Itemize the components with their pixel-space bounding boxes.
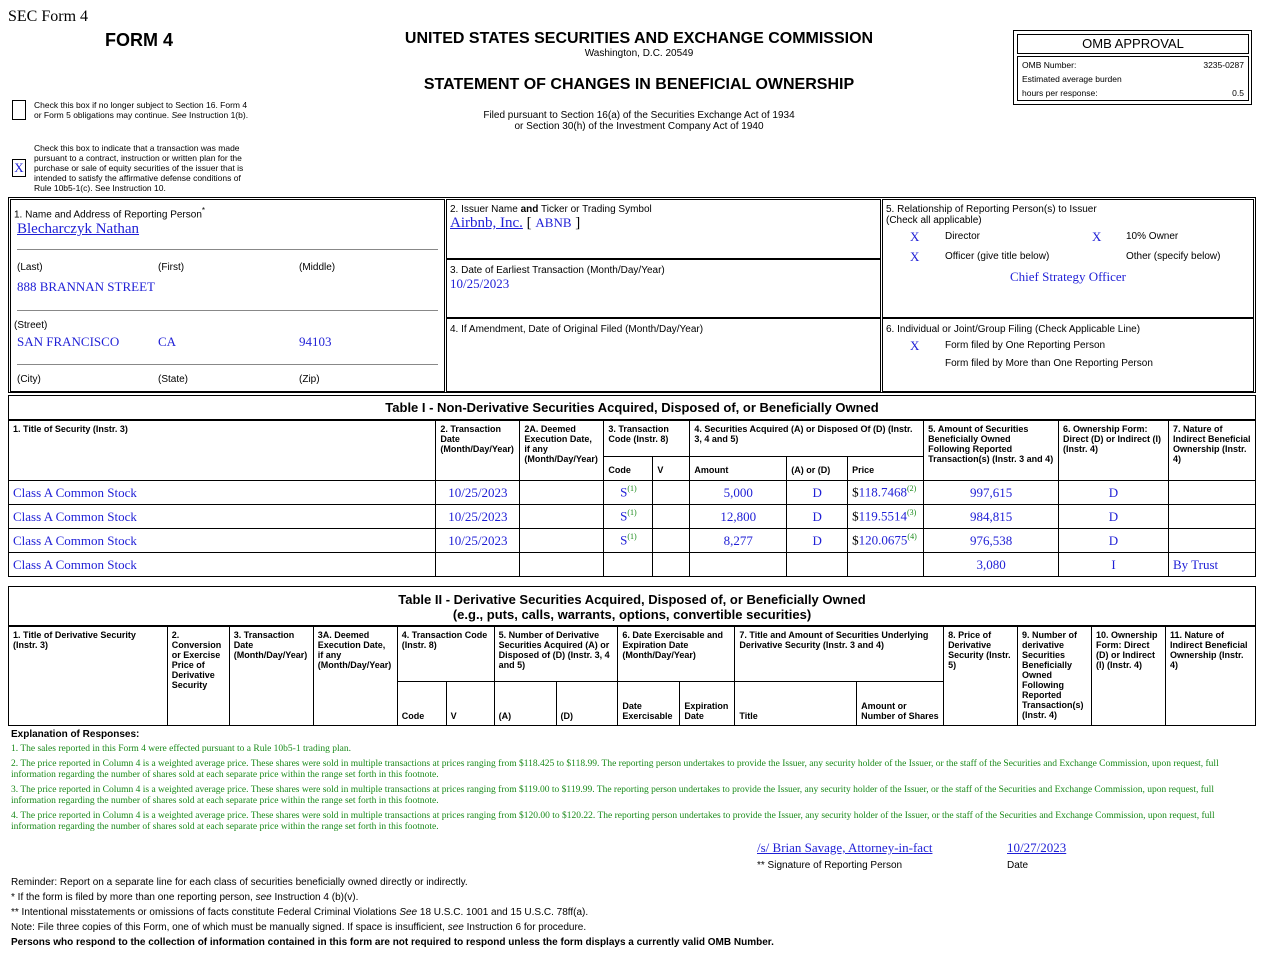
multiple-persons-label: Form filed by More than One Reporting Person xyxy=(945,358,1153,369)
footnote-ref[interactable]: (1) xyxy=(627,532,637,542)
omb-details xyxy=(1017,56,1249,101)
acquired-disposed: D xyxy=(787,529,848,553)
omb-hours-label: hours per response: xyxy=(1022,88,1098,98)
issuer-name-link[interactable]: Airbnb, Inc. xyxy=(450,215,523,231)
table-row xyxy=(9,505,1256,529)
footnote-ref[interactable]: (4) xyxy=(907,532,917,542)
explanation-label: Explanation of Responses: xyxy=(11,729,140,740)
t2-header-code: 4. Transaction Code (Instr. 8) xyxy=(397,627,494,682)
ownership-nature: By Trust xyxy=(1168,553,1255,577)
t2-subheader-title: Title xyxy=(735,682,857,726)
t2-subheader-v: V xyxy=(446,682,494,726)
table1 xyxy=(8,420,1256,577)
street-value: 888 BRANNAN STREET xyxy=(17,279,155,294)
transaction-date-value: 10/25/2023 xyxy=(450,276,510,291)
transaction-date xyxy=(436,553,520,577)
t1-subheader-price: Price xyxy=(848,457,924,481)
agency-location: Washington, D.C. 20549 xyxy=(584,48,694,59)
signature-name: /s/ Brian Savage, Attorney-in-fact xyxy=(757,840,933,855)
t1-header-owned: 5. Amount of Securities Beneficially Owned Following Reported Transaction(s) (Instr. 3 and 4) xyxy=(924,421,1059,481)
t1-subheader-amount: Amount xyxy=(690,457,787,481)
ten-percent-owner-mark[interactable]: X xyxy=(1092,229,1102,244)
ownership-form: I xyxy=(1059,553,1169,577)
signature-date: 10/27/2023 xyxy=(1007,840,1067,855)
owned-following: 984,815 xyxy=(924,505,1059,529)
zip-value: 94103 xyxy=(299,334,332,349)
ownership-form: D xyxy=(1059,505,1169,529)
ownership-nature xyxy=(1168,505,1255,529)
t2-header-number: 5. Number of Derivative Securities Acquired (A) or Disposed of (D) (Instr. 3, 4 and 5) xyxy=(494,627,618,682)
security-title: Class A Common Stock xyxy=(9,505,436,529)
t2-header-exercisable: 6. Date Exercisable and Expiration Date (Month/Day/Year) xyxy=(618,627,735,682)
omb-number-label: OMB Number: xyxy=(1022,60,1077,70)
t1-header-form: 6. Ownership Form: Direct (D) or Indirect (I) (Instr. 4) xyxy=(1059,421,1169,481)
one-person-mark[interactable]: X xyxy=(910,338,920,353)
divider xyxy=(17,310,438,311)
transaction-date-box xyxy=(446,259,881,318)
t1-header-acquired: 4. Securities Acquired (A) or Disposed Of (D) (Instr. 3, 4 and 5) xyxy=(690,421,924,457)
officer-mark[interactable]: X xyxy=(910,249,920,264)
table-row xyxy=(9,529,1256,553)
t2-header-underlying: 7. Title and Amount of Securities Underlying Derivative Security (Instr. 3 and 4) xyxy=(735,627,944,682)
amount xyxy=(690,553,787,577)
deemed-date xyxy=(520,505,604,529)
signature-date-label: Date xyxy=(1007,860,1029,871)
table2 xyxy=(8,626,1256,726)
form-name: FORM 4 xyxy=(105,30,174,50)
explanation-section xyxy=(11,729,1251,833)
footer-reminder: Reminder: Report on a separate line for each class of securities beneficially owned directly or indirectly. xyxy=(11,877,468,888)
reporting-person-box xyxy=(10,199,445,392)
footer-omb-notice: Persons who respond to the collection of information contained in this form are not required to respond unless the form displays a currently valid OMB Number. xyxy=(11,937,774,948)
owned-following: 3,080 xyxy=(924,553,1059,577)
table2-title: Table II - Derivative Securities Acquired, Disposed of, or Beneficially Owned (e.g., puts, calls, warrants, options, convertible securities) xyxy=(8,586,1256,626)
reporting-person-label: 1. Name and Address of Reporting Person* xyxy=(14,206,206,221)
amount: 5,000 xyxy=(690,481,787,505)
middle-label: (Middle) xyxy=(299,262,336,273)
acquired-disposed xyxy=(787,553,848,577)
ownership-form: D xyxy=(1059,481,1169,505)
amount: 8,277 xyxy=(690,529,787,553)
amendment-label: 4. If Amendment, Date of Original Filed (Month/Day/Year) xyxy=(450,324,704,335)
footnote-1: 1. The sales reported in this Form 4 were effected pursuant to a Rule 10b5-1 trading plan. xyxy=(11,744,351,754)
omb-approval-box xyxy=(1013,30,1252,105)
signature-label: ** Signature of Reporting Person xyxy=(757,860,903,871)
issuer-value: Airbnb, Inc. [ ABNB ] xyxy=(450,215,581,231)
t2-subheader-date-exercisable: Date Exercisable xyxy=(618,682,680,726)
footnote-ref[interactable]: (2) xyxy=(906,484,917,494)
officer-label: Officer (give title below) xyxy=(945,251,1050,262)
transaction-code: $S^{(1)}$ xyxy=(604,529,653,553)
agency-name: UNITED STATES SECURITIES AND EXCHANGE COMMISSION xyxy=(404,30,874,47)
rule10b5-checkbox-text: Check this box to indicate that a transaction was made pursuant to a contract, instruction or written plan for the purchase or sale of equity securities of the issuer that is intended to satisfy the affirmative defense conditions of Rule 10b5-1(c). See Instruction 10. xyxy=(34,143,244,193)
t2-header-nature: 11. Nature of Indirect Beneficial Ownership (Instr. 4) xyxy=(1165,627,1255,726)
footnote-3: 3. The price reported in Column 4 is a weighted average price. These shares were sold in multiple transactions at prices ranging from $119.00 to $119.99. The reporting person undertakes to provide the Issuer, any security holder of the Issuer, or the staff of the Securities and Exchange Commission, upon request, full information regarding the number of shares sold at each separate price within the range set forth in this footnote. xyxy=(11,785,1214,806)
relationship-box xyxy=(882,199,1254,318)
v-flag xyxy=(653,529,690,553)
table-row xyxy=(9,553,1256,577)
footer-copies-note: Note: File three copies of this Form, one of which must be manually signed. If space is insufficient, see Instruction 6 for procedure. xyxy=(11,922,587,933)
transaction-code: $S^{(1)}$ xyxy=(604,481,653,505)
t1-header-code: 3. Transaction Code (Instr. 8) xyxy=(604,421,690,457)
omb-title: OMB APPROVAL xyxy=(1017,34,1249,54)
t2-header-deemed: 3A. Deemed Execution Date, if any (Month/Day/Year) xyxy=(313,627,397,726)
acquired-disposed: D xyxy=(787,481,848,505)
footer-misstatements: ** Intentional misstatements or omissions of facts constitute Federal Criminal Violations See 18 U.S.C. 1001 and 15 U.S.C. 78ff(a). xyxy=(11,907,589,918)
city-value: SAN FRANCISCO xyxy=(17,334,120,349)
omb-hours-value: 0.5 xyxy=(1232,88,1244,98)
issuer-box xyxy=(446,199,881,259)
other-label: Other (specify below) xyxy=(1126,251,1221,262)
acquired-disposed: D xyxy=(787,505,848,529)
t1-header-date: 2. Transaction Date (Month/Day/Year) xyxy=(436,421,520,481)
form-heading xyxy=(380,30,898,132)
t2-header-owned: 9. Number of derivative Securities Beneficially Owned Following Reported Transaction(s) (Instr. 4) xyxy=(1018,627,1092,726)
footnote-2: 2. The price reported in Column 4 is a weighted average price. These shares were sold in multiple transactions at prices ranging from $118.425 to $118.99. The reporting person undertakes to provide the Issuer, any security holder of the Issuer, or the staff of the Securities and Exchange Commission, upon request, full information regarding the number of shares sold at each separate price within the range set forth in this footnote. xyxy=(11,759,1219,780)
t2-header-date: 3. Transaction Date (Month/Day/Year) xyxy=(229,627,313,726)
footnote-4: 4. The price reported in Column 4 is a weighted average price. These shares were sold in multiple transactions at prices ranging from $120.00 to $120.22. The reporting person undertakes to provide the Issuer, any security holder of the Issuer, or the staff of the Securities and Exchange Commission, upon request, full information regarding the number of shares sold at each separate price within the range set forth in this footnote. xyxy=(11,811,1215,832)
street-label: (Street) xyxy=(14,320,48,331)
deemed-date xyxy=(520,481,604,505)
filed-pursuant-line1: Filed pursuant to Section 16(a) of the Securities Exchange Act of 1934 xyxy=(483,110,795,121)
state-label: (State) xyxy=(158,374,189,385)
ownership-form: D xyxy=(1059,529,1169,553)
first-label: (First) xyxy=(158,262,185,273)
deemed-date xyxy=(520,553,604,577)
t1-subheader-v: V xyxy=(653,457,690,481)
filing-type-label: 6. Individual or Joint/Group Filing (Check Applicable Line) xyxy=(886,324,1141,335)
t1-header-deemed: 2A. Deemed Execution Date, if any (Month/Day/Year) xyxy=(520,421,604,481)
footnote-ref[interactable]: (3) xyxy=(906,508,917,518)
divider xyxy=(17,249,438,250)
ownership-nature xyxy=(1168,481,1255,505)
amendment-box xyxy=(446,318,881,392)
transaction-date: 10/25/2023 xyxy=(436,529,520,553)
zip-label: (Zip) xyxy=(299,374,320,385)
security-title: Class A Common Stock xyxy=(9,553,436,577)
issuer-label: 2. Issuer Name and Ticker or Trading Symbol xyxy=(450,204,652,215)
rule10b5-checkbox[interactable]: X xyxy=(12,159,26,177)
transaction-code: $S^{(1)}$ xyxy=(604,505,653,529)
footer-notes xyxy=(11,875,774,950)
table1-title: Table I - Non-Derivative Securities Acquired, Disposed of, or Beneficially Owned xyxy=(8,395,1256,420)
ten-percent-owner-label: 10% Owner xyxy=(1126,231,1179,242)
footer-multiple-persons: * If the form is filed by more than one reporting person, see Instruction 4 (b)(v). xyxy=(11,892,359,903)
t2-subheader-code: Code xyxy=(397,682,446,726)
t1-subheader-ad: (A) or (D) xyxy=(787,457,848,481)
ownership-nature xyxy=(1168,529,1255,553)
owned-following: 997,615 xyxy=(924,481,1059,505)
price: $120.0675$^{(4)}$ xyxy=(848,529,924,553)
one-person-label: Form filed by One Reporting Person xyxy=(945,340,1106,351)
transaction-date: 10/25/2023 xyxy=(436,505,520,529)
last-label: (Last) xyxy=(17,262,43,273)
footnote-ref[interactable]: (1) xyxy=(627,508,637,518)
t2-subheader-expiration: Expiration Date xyxy=(680,682,735,726)
officer-title: Chief Strategy Officer xyxy=(1010,269,1126,284)
amount: 12,800 xyxy=(690,505,787,529)
t1-subheader-code: Code xyxy=(604,457,653,481)
filed-pursuant-line2: or Section 30(h) of the Investment Company Act of 1940 xyxy=(514,121,764,132)
table-row xyxy=(9,481,1256,505)
t2-header-form: 10. Ownership Form: Direct (D) or Indirect (I) (Instr. 4) xyxy=(1091,627,1165,726)
footnote-ref[interactable]: (1) xyxy=(627,484,637,494)
t1-header-nature: 7. Nature of Indirect Beneficial Ownership (Instr. 4) xyxy=(1168,421,1255,481)
v-flag xyxy=(653,481,690,505)
ticker-symbol: ABNB xyxy=(535,215,572,230)
director-mark[interactable]: X xyxy=(910,229,920,244)
section16-checkbox[interactable] xyxy=(12,100,26,120)
relationship-label: 5. Relationship of Reporting Person(s) to Issuer (Check all applicable) xyxy=(886,204,1097,226)
section16-checkbox-text: Check this box if no longer subject to Section 16. Form 4 or Form 5 obligations may continue. See Instruction 1(b). xyxy=(34,100,249,120)
security-title: Class A Common Stock xyxy=(9,529,436,553)
transaction-code xyxy=(604,553,653,577)
omb-number-value: 3235-0287 xyxy=(1203,60,1244,70)
state-value: CA xyxy=(158,334,177,349)
filing-type-box xyxy=(882,318,1254,392)
price xyxy=(848,553,924,577)
security-title: Class A Common Stock xyxy=(9,481,436,505)
city-label: (City) xyxy=(17,374,41,385)
t2-subheader-a: (A) xyxy=(494,682,556,726)
price: $118.7468$^{(2)}$ xyxy=(848,481,924,505)
statement-title: STATEMENT OF CHANGES IN BENEFICIAL OWNERSHIP xyxy=(423,76,855,93)
omb-burden-label: Estimated average burden xyxy=(1022,74,1122,84)
v-flag xyxy=(653,505,690,529)
owned-following: 976,538 xyxy=(924,529,1059,553)
t1-header-title: 1. Title of Security (Instr. 3) xyxy=(9,421,436,481)
transaction-date-label: 3. Date of Earliest Transaction (Month/Day/Year) xyxy=(450,265,665,276)
v-flag xyxy=(653,553,690,577)
t2-header-title: 1. Title of Derivative Security (Instr. 3) xyxy=(9,627,168,726)
director-label: Director xyxy=(945,231,981,242)
divider xyxy=(17,364,438,365)
t2-subheader-d: (D) xyxy=(556,682,618,726)
t2-header-price: 8. Price of Derivative Security (Instr. 5) xyxy=(944,627,1018,726)
t2-header-conversion: 2. Conversion or Exercise Price of Derivative Security xyxy=(167,627,229,726)
deemed-date xyxy=(520,529,604,553)
transaction-date: 10/25/2023 xyxy=(436,481,520,505)
reporting-person-name[interactable]: Blecharczyk Nathan xyxy=(17,221,140,237)
sec-form-label: SEC Form 4 xyxy=(8,8,89,25)
t2-subheader-amount: Amount or Number of Shares xyxy=(857,682,944,726)
price: $119.5514$^{(3)}$ xyxy=(848,505,924,529)
